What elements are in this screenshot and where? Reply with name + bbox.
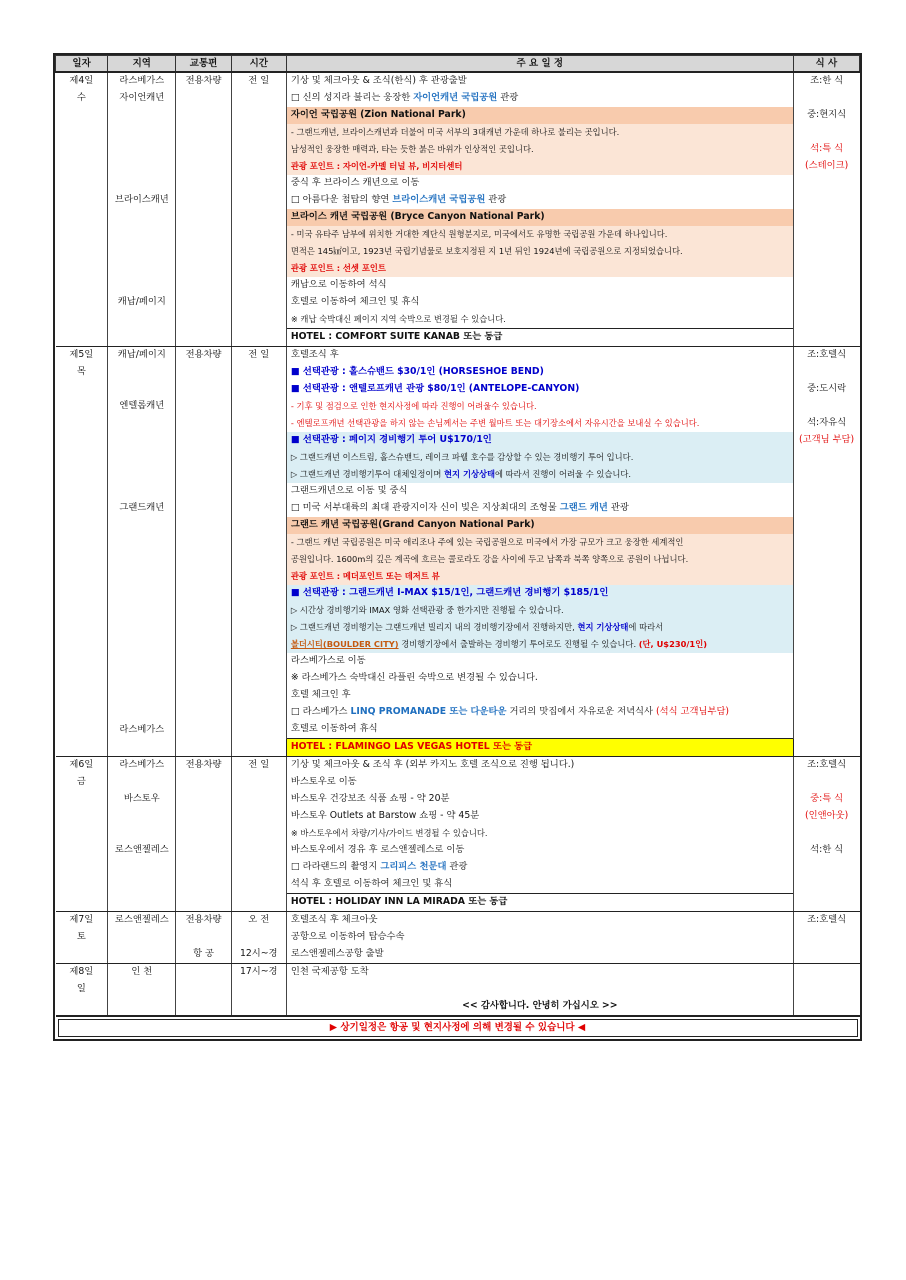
schedule-cell: 그랜드캐년으로 이동 및 중식	[286, 483, 793, 500]
day-of-week: 수	[76, 92, 86, 104]
table-row	[56, 721, 860, 739]
hotel-row	[56, 894, 860, 912]
schedule-cell: 호텔조식 후 체크아웃	[286, 912, 793, 930]
transport-cell: 전용차량	[176, 72, 231, 90]
tour-point: 관광 포인트 : 자이언-카멜 터널 뷰, 비지터센터	[286, 158, 793, 175]
schedule-cell: 바스토우 Outlets at Barstow 쇼핑 - 약 45분	[286, 808, 793, 825]
time-cell: 12시~경	[231, 946, 286, 964]
region-cell: 자이언캐년	[108, 90, 176, 107]
schedule-cell: 바스토우 건강보조 식품 쇼핑 - 약 20분	[286, 791, 793, 808]
table-row	[56, 998, 860, 1016]
day-label: 제8일	[56, 964, 108, 982]
table-row	[56, 226, 860, 243]
schedule-cell: 중식 후 브라이스 캐년으로 이동	[286, 175, 793, 192]
schedule-cell: 호텔로 이동하여 체크인 및 휴식	[286, 294, 793, 311]
table-row	[56, 124, 860, 141]
schedule-cell: 바스토우로 이동	[286, 774, 793, 791]
day-of-week: 목	[76, 366, 86, 378]
hotel-row	[56, 739, 860, 757]
tour-description: 볼더시티(BOULDER CITY) 경비행기장에서 출발하는 경비행기 투어로도 진행될 수 있습니다. (단, U$230/1인)	[286, 636, 793, 653]
tour-description: ▷ 그랜드캐년 이스트림, 홀스슈밴드, 레이크 파웰 호수를 감상할 수 있는 경비행기 투어 입니다.	[286, 449, 793, 466]
transport-cell: 전용차량	[176, 347, 231, 365]
header-meals: 식 사	[793, 56, 859, 73]
table-row	[56, 757, 860, 775]
meal-cell: (고객님 부담)	[793, 432, 859, 449]
meal-cell: 조:호텔식	[793, 912, 859, 930]
schedule-cell: □ 신의 성지라 불리는 웅장한 자이언캐년 국립공원 관광	[286, 90, 793, 107]
schedule-cell: 호텔조식 후	[286, 347, 793, 365]
day-of-week: 금	[76, 776, 86, 788]
table-row	[56, 517, 860, 534]
header-region: 지역	[108, 56, 176, 73]
table-row	[56, 483, 860, 500]
schedule-cell: 라스베가스로 이동	[286, 653, 793, 670]
schedule-cell: 석식 후 호텔로 이동하여 체크인 및 휴식	[286, 876, 793, 894]
table-row	[56, 653, 860, 670]
region-cell: 바스토우	[108, 791, 176, 808]
table-row	[56, 72, 860, 90]
schedule-note: - 기후 및 점검으로 인한 현지사정에 따라 진행이 어려울수 있습니다.	[286, 398, 793, 415]
tour-description: ▷ 그랜드캐년 경비행기투어 대체일정이며 현지 기상상태에 따라서 진행이 어려울 수 있습니다.	[286, 466, 793, 483]
park-description: 공원입니다. 1600m의 깊은 계곡에 흐르는 콜로라도 강을 사이에 두고 남쪽과 북쪽 양쪽으로 공원이 나뉩니다.	[286, 551, 793, 568]
closing-message: << 감사합니다. 안녕히 가십시오 >>	[286, 998, 793, 1016]
meal-cell: (인앤아웃)	[793, 808, 859, 825]
region-cell: 그랜드캐년	[108, 500, 176, 517]
schedule-cell: 호텔 체크인 후	[286, 687, 793, 704]
time-cell: 전 일	[231, 757, 286, 775]
meal-cell: 석:특 식	[793, 141, 859, 158]
optional-tour: ■ 선택관광 : 그랜드캐년 I-MAX $15/1인, 그랜드캐년 경비행기 $185/1인	[286, 585, 793, 602]
hotel-info: HOTEL : HOLIDAY INN LA MIRADA 또는 동급	[286, 894, 793, 912]
table-row	[56, 585, 860, 602]
schedule-note: ※ 라스베가스 숙박대신 라플린 숙박으로 변경될 수 있습니다.	[286, 670, 793, 687]
day-label: 제6일	[56, 757, 108, 775]
region-cell: 로스앤젤레스	[108, 912, 176, 930]
park-description: - 미국 유타주 남부에 위치한 거대한 계단식 원형분지로, 미국에서도 유명한 국립공원 가운데 하나입니다.	[286, 226, 793, 243]
park-description: 면적은 145㎢이고, 1923년 국립기념물로 보호지정된 지 1년 뒤인 1924년에 국립공원으로 지정되었습니다.	[286, 243, 793, 260]
footer-notice	[56, 1016, 860, 1039]
table-row	[56, 842, 860, 859]
table-row	[56, 619, 860, 636]
schedule-cell: □ 미국 서부대륙의 최대 관광지이자 신이 빚은 지상최대의 조형물 그랜드 캐년 관광	[286, 500, 793, 517]
time-cell: 오 전	[231, 912, 286, 930]
table-row	[56, 704, 860, 721]
table-row	[56, 876, 860, 894]
meal-cell: (스테이크)	[793, 158, 859, 175]
header-transport: 교통편	[176, 56, 231, 73]
table-row	[56, 347, 860, 365]
meal-cell: 중:도시락	[793, 381, 859, 398]
table-row	[56, 946, 860, 964]
time-cell: 전 일	[231, 347, 286, 365]
schedule-cell: □ 아름다운 첨탑의 향연 브라이스캐년 국립공원 관광	[286, 192, 793, 209]
meal-cell: 석:한 식	[793, 842, 859, 859]
table-row	[56, 964, 860, 982]
table-row	[56, 551, 860, 568]
optional-tour: ■ 선택관광 : 앤텔로프캐년 관광 $80/1인 (ANTELOPE-CANYON)	[286, 381, 793, 398]
region-cell: 캐납/페이지	[108, 347, 176, 365]
footer-row	[56, 1016, 860, 1039]
table-row	[56, 808, 860, 825]
header-time: 시간	[231, 56, 286, 73]
region-cell: 인 천	[108, 964, 176, 982]
table-row	[56, 277, 860, 294]
meal-cell: 석:자유식	[793, 415, 859, 432]
table-row	[56, 415, 860, 432]
table-row	[56, 466, 860, 483]
table-row	[56, 774, 860, 791]
hotel-info: HOTEL : FLAMINGO LAS VEGAS HOTEL 또는 동급	[286, 739, 793, 757]
table-row	[56, 175, 860, 192]
schedule-cell: 공항으로 이동하여 탑승수속	[286, 929, 793, 946]
table-row	[56, 260, 860, 277]
tour-point: 관광 포인트 : 선셋 포인트	[286, 260, 793, 277]
table-row	[56, 381, 860, 398]
optional-tour: ■ 선택관광 : 페이지 경비행기 투어 U$170/1인	[286, 432, 793, 449]
table-row	[56, 981, 860, 998]
table-row	[56, 158, 860, 175]
region-cell: 라스베가스	[108, 757, 176, 775]
park-description: - 그랜드캐년, 브라이스캐년과 더불어 미국 서부의 3대캐년 가운데 하나로 불리는 곳입니다.	[286, 124, 793, 141]
table-row	[56, 687, 860, 704]
region-cell: 라스베가스	[108, 721, 176, 739]
day-label: 제7일	[56, 912, 108, 930]
meal-cell: 중:현지식	[793, 107, 859, 124]
table-row	[56, 912, 860, 930]
schedule-cell: 기상 및 체크아웃 & 조식 후 (외부 카지노 호텔 조식으로 진행 됩니다.)	[286, 757, 793, 775]
table-header-row	[56, 56, 860, 73]
meal-cell: 조:호텔식	[793, 347, 859, 365]
meal-cell: 조:한 식	[793, 72, 859, 90]
park-description: 남성적인 웅장한 매력과, 타는 듯한 붉은 바위가 인상적인 곳입니다.	[286, 141, 793, 158]
table-row	[56, 141, 860, 158]
day-of-week: 일	[76, 983, 86, 995]
meal-cell: 조:호텔식	[793, 757, 859, 775]
header-date: 일자	[56, 56, 108, 73]
transport-cell: 전용차량	[176, 757, 231, 775]
park-heading: 그랜드 캐년 국립공원(Grand Canyon National Park)	[286, 517, 793, 534]
schedule-cell: □ 라스베가스 LINQ PROMANADE 또는 다운타운 거리의 맛집에서 자유로운 저녁식사 (석식 고객님부담)	[286, 704, 793, 721]
itinerary-sheet	[53, 53, 862, 1041]
schedule-cell: □ 라라랜드의 촬영지 그리피스 천문대 관광	[286, 859, 793, 876]
optional-tour: ■ 선택관광 : 홀스슈밴드 $30/1인 (HORSESHOE BEND)	[286, 364, 793, 381]
table-row	[56, 311, 860, 329]
region-cell: 캐납/페이지	[108, 294, 176, 311]
region-cell: 브라이스캐년	[108, 192, 176, 209]
schedule-note: ※ 캐납 숙박대신 페이지 지역 숙박으로 변경될 수 있습니다.	[286, 311, 793, 329]
region-cell: 엔텔롭캐년	[108, 398, 176, 415]
hotel-row	[56, 329, 860, 347]
table-row	[56, 107, 860, 124]
table-row	[56, 398, 860, 415]
table-row	[56, 294, 860, 311]
table-row	[56, 432, 860, 449]
table-row	[56, 636, 860, 653]
table-row	[56, 192, 860, 209]
table-row	[56, 209, 860, 226]
tour-description: ▷ 시간상 경비행기와 IMAX 영화 선택관광 중 한가지만 진행될 수 있습니다.	[286, 602, 793, 619]
table-row	[56, 825, 860, 842]
table-row	[56, 364, 860, 381]
table-row	[56, 90, 860, 107]
table-row	[56, 791, 860, 808]
region-cell: 로스앤젤레스	[108, 842, 176, 859]
transport-cell: 전용차량	[176, 912, 231, 930]
schedule-cell: 기상 및 체크아웃 & 조식(한식) 후 관광출발	[286, 72, 793, 90]
time-cell: 전 일	[231, 72, 286, 90]
table-row	[56, 929, 860, 946]
schedule-cell: 캐납으로 이동하여 석식	[286, 277, 793, 294]
table-row	[56, 449, 860, 466]
table-row	[56, 500, 860, 517]
schedule-cell: 호텔로 이동하여 휴식	[286, 721, 793, 739]
day-label: 제5일	[56, 347, 108, 365]
transport-cell: 항 공	[176, 946, 231, 964]
meal-cell: 중:특 식	[793, 791, 859, 808]
schedule-note: - 엔텔로프캐년 선택관광을 하지 않는 손님께서는 주변 월마트 또는 대기장소에서 자유시간을 보내실 수 있습니다.	[286, 415, 793, 432]
park-heading: 자이언 국립공원 (Zion National Park)	[286, 107, 793, 124]
region-cell: 라스베가스	[108, 72, 176, 90]
hotel-info: HOTEL : COMFORT SUITE KANAB 또는 동급	[286, 329, 793, 347]
table-row	[56, 534, 860, 551]
footer-notice-text: ▶ 상기일정은 항공 및 현지사정에 의해 변경될 수 있습니다 ◀	[58, 1019, 858, 1037]
table-row	[56, 568, 860, 585]
table-row	[56, 602, 860, 619]
table-row	[56, 670, 860, 687]
schedule-note: ※ 바스토우에서 차량/기사/가이드 변경될 수 있습니다.	[286, 825, 793, 842]
day-label: 제4일	[56, 72, 108, 90]
park-heading: 브라이스 캐년 국립공원 (Bryce Canyon National Park)	[286, 209, 793, 226]
park-description: - 그랜드 캐년 국립공원은 미국 애리조나 주에 있는 국립공원으로 미국에서 가장 규모가 크고 웅장한 세계적인	[286, 534, 793, 551]
day-of-week: 토	[76, 931, 86, 943]
schedule-cell: 바스토우에서 경유 후 로스앤젤레스로 이동	[286, 842, 793, 859]
schedule-cell: 로스앤젤레스공항 출발	[286, 946, 793, 964]
tour-description: ▷ 그랜드캐년 경비행기는 그랜드캐년 빌리지 내의 경비행기장에서 진행하지만, 현지 기상상태에 따라서	[286, 619, 793, 636]
table-row	[56, 859, 860, 876]
time-cell: 17시~경	[231, 964, 286, 982]
tour-point: 관광 포인트 : 메더포인트 또는 데저트 뷰	[286, 568, 793, 585]
table-row	[56, 243, 860, 260]
header-schedule: 주 요 일 정	[286, 56, 793, 73]
schedule-cell: 인천 국제공항 도착	[286, 964, 793, 982]
itinerary-table	[55, 55, 860, 1039]
